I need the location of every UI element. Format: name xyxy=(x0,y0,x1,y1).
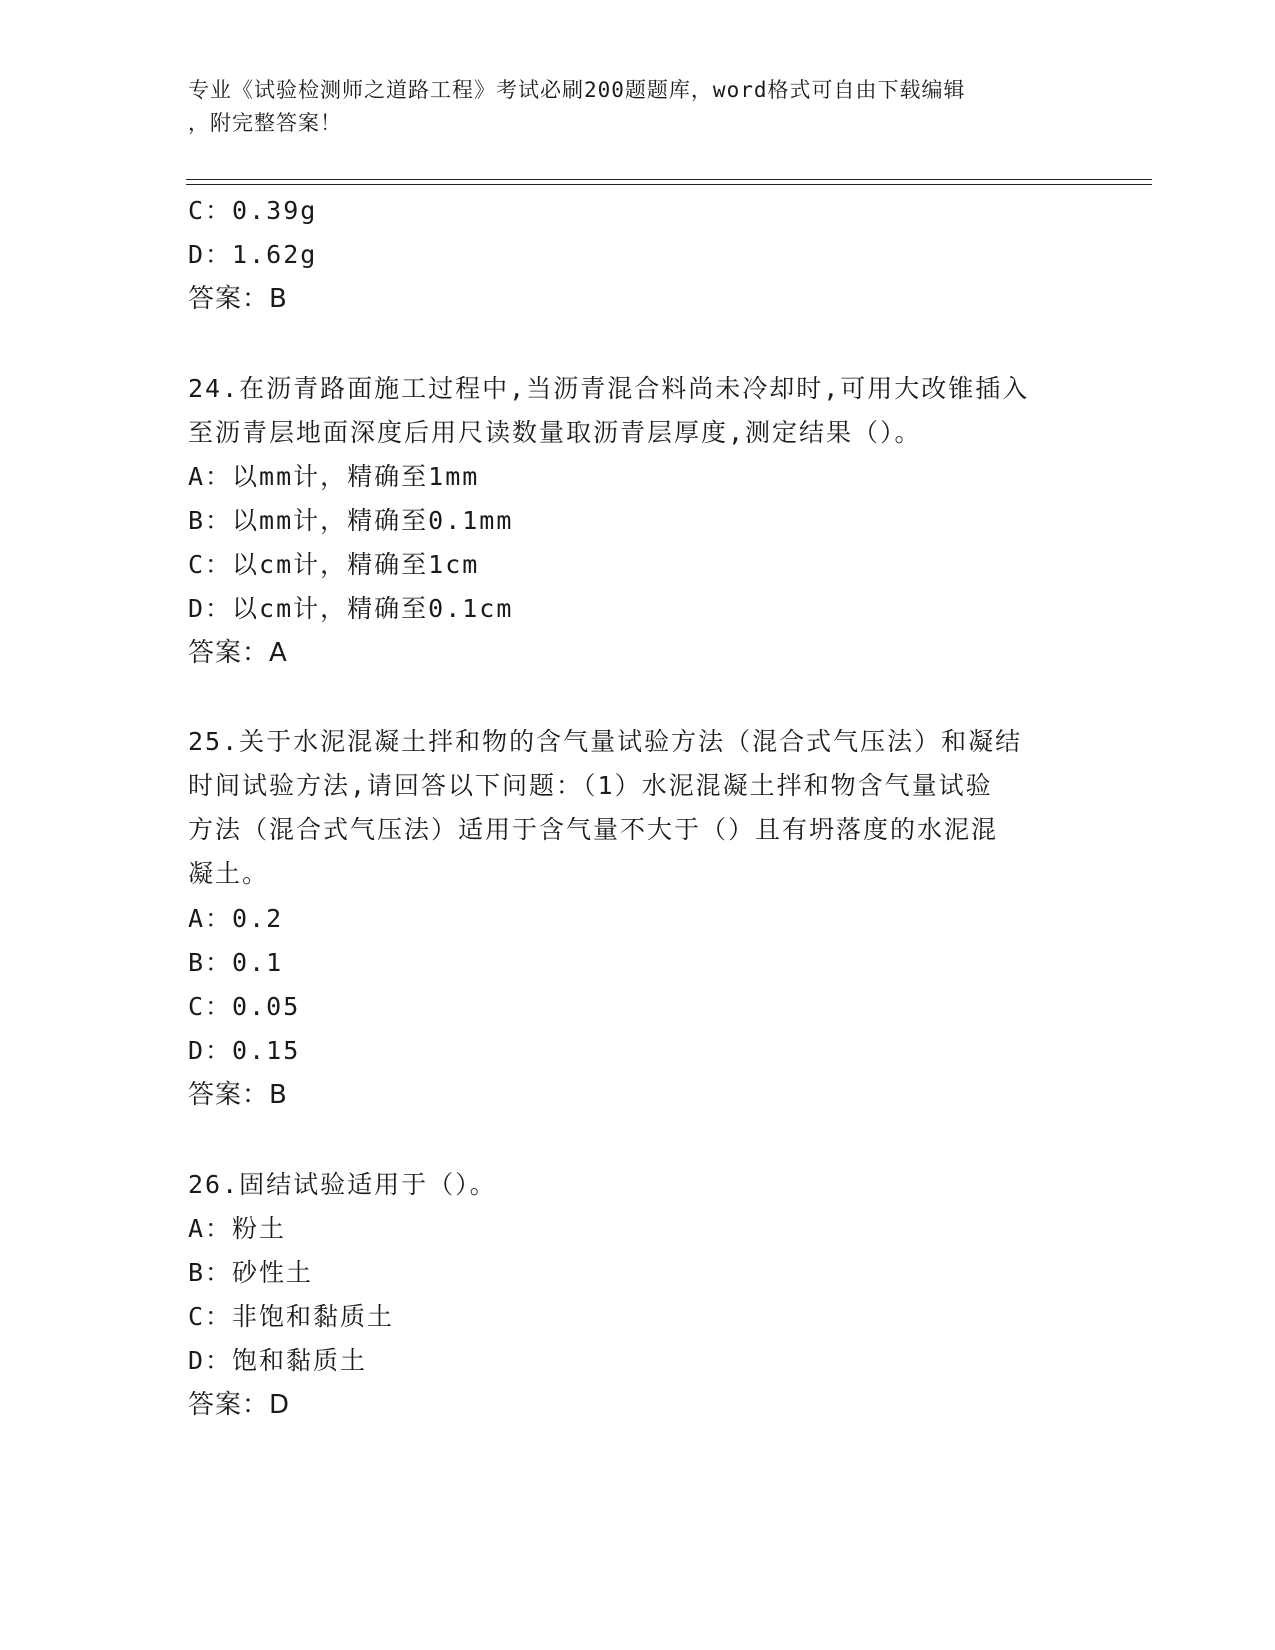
question-26-option-c: C：非饱和黏质土 xyxy=(188,1302,395,1331)
question-26-text-line-1: 26.固结试验适用于（）。 xyxy=(188,1170,497,1199)
question-26-option-b: B：砂性土 xyxy=(188,1258,314,1287)
answer-label: 答案：B xyxy=(188,284,288,314)
question-26-answer: 答案：D xyxy=(188,1390,291,1420)
header-title-line-2: ，附完整答案！ xyxy=(188,111,342,135)
option-c: C：0.39g xyxy=(188,196,318,225)
question-24-answer: 答案：A xyxy=(188,638,288,668)
question-24-option-b: B：以mm计，精确至0.1mm xyxy=(188,506,514,535)
question-24-option-a: A：以mm计，精确至1mm xyxy=(188,462,480,491)
question-25-text-line-3: 方法（混合式气压法）适用于含气量不大于（）且有坍落度的水泥混 xyxy=(188,815,999,844)
header-title-line-1: 专业《试验检测师之道路工程》考试必刷200题题库，word格式可自由下载编辑 xyxy=(188,78,966,102)
option-d: D：1.62g xyxy=(188,240,318,269)
question-26-option-d: D：饱和黏质土 xyxy=(188,1346,368,1375)
question-24-text-line-2: 至沥青层地面深度后用尺读数量取沥青层厚度,测定结果（）。 xyxy=(188,418,922,447)
question-25-option-a: A：0.2 xyxy=(188,904,284,933)
question-25-option-d: D：0.15 xyxy=(188,1036,301,1065)
document-header xyxy=(188,74,1078,140)
question-26-option-a: A：粉土 xyxy=(188,1214,287,1243)
question-25-text-line-1: 25.关于水泥混凝土拌和物的含气量试验方法（混合式气压法）和凝结 xyxy=(188,727,1023,756)
question-25-option-b: B：0.1 xyxy=(188,948,284,977)
question-24-text-line-1: 24.在沥青路面施工过程中,当沥青混合料尚未冷却时,可用大改锥插入 xyxy=(188,374,1030,403)
question-25-text-line-2: 时间试验方法,请回答以下问题：（1）水泥混凝土拌和物含气量试验 xyxy=(188,771,993,800)
question-25-text-line-4: 凝土。 xyxy=(188,859,270,888)
header-divider-top xyxy=(186,179,1152,180)
question-25-option-c: C：0.05 xyxy=(188,992,301,1021)
question-25-answer: 答案：B xyxy=(188,1080,288,1110)
header-divider-bottom xyxy=(186,184,1152,185)
question-24-option-d: D：以cm计，精确至0.1cm xyxy=(188,594,514,623)
question-24-option-c: C：以cm计，精确至1cm xyxy=(188,550,480,579)
